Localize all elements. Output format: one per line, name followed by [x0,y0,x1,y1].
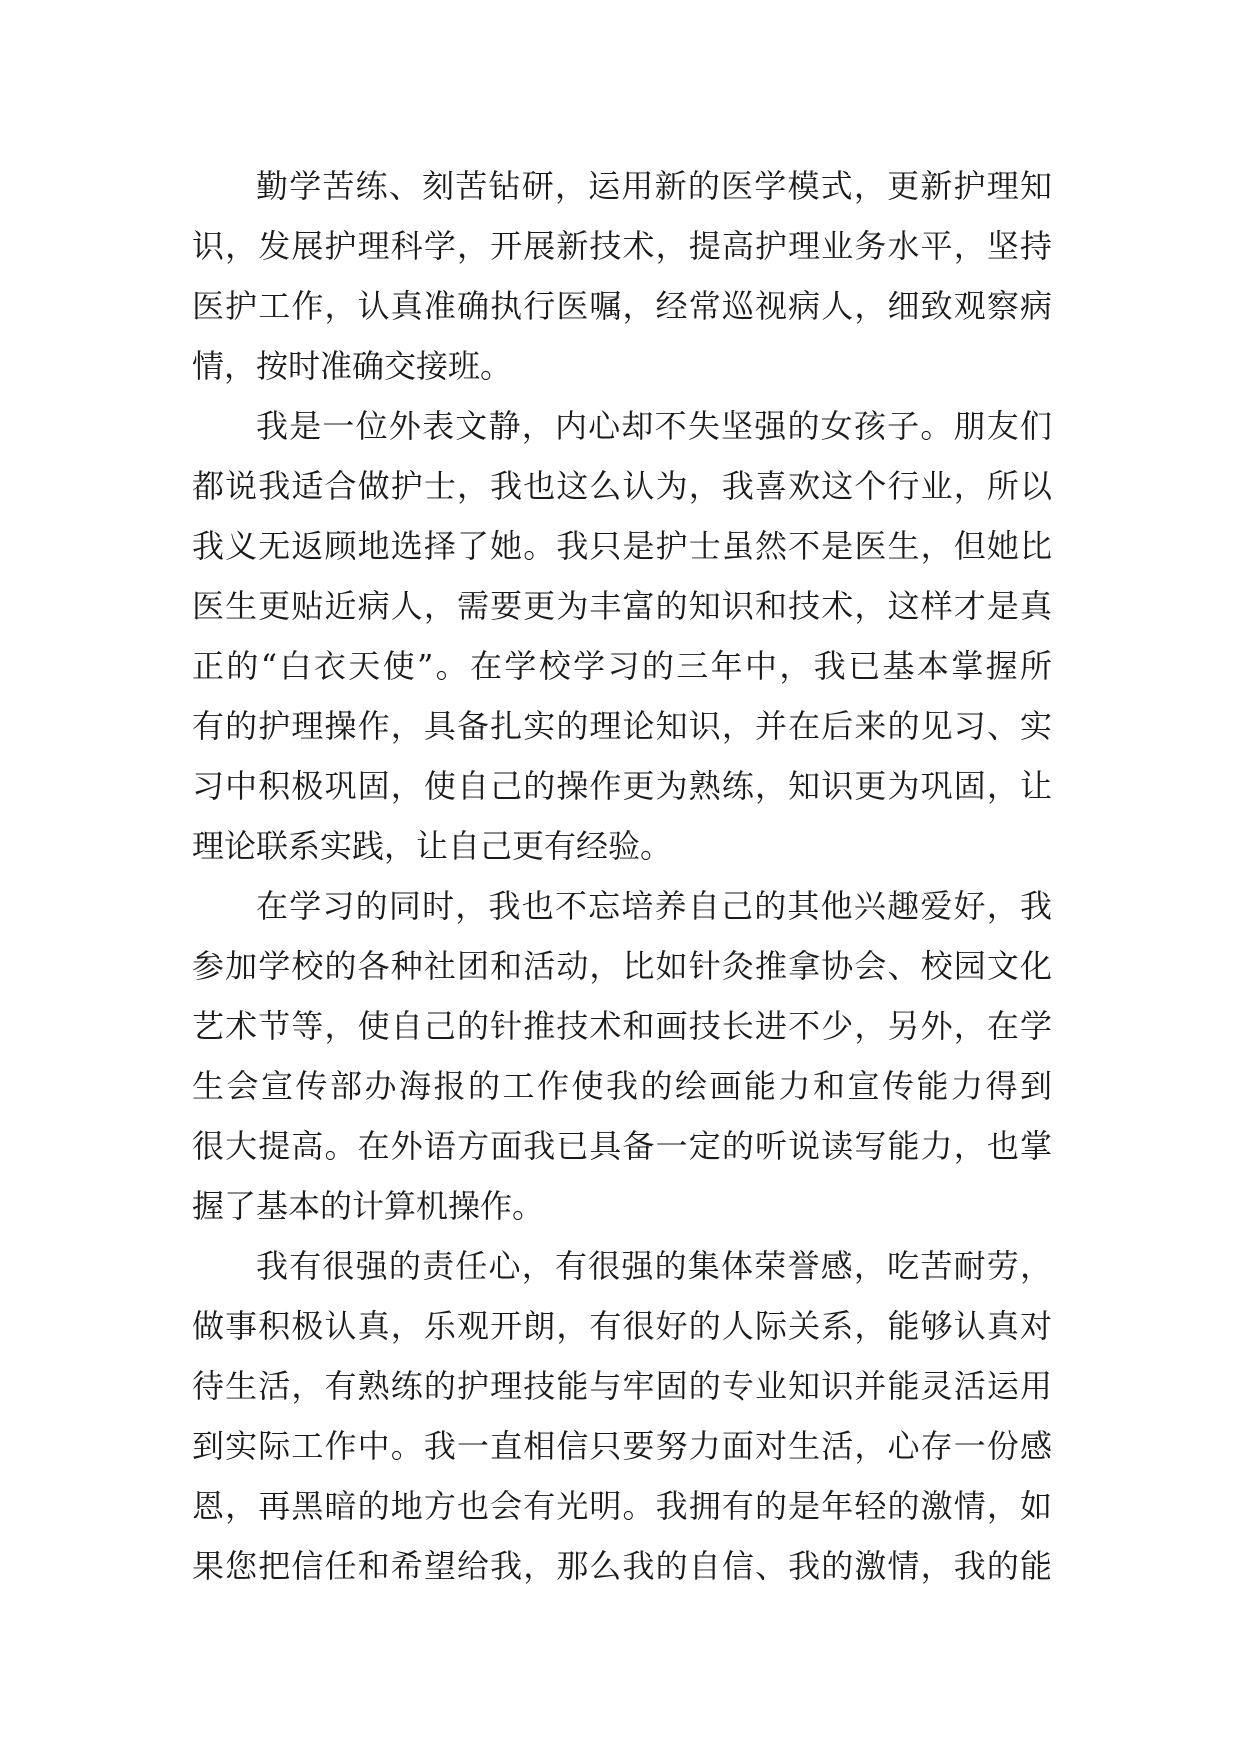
text-line: 果您把信任和希望给我，那么我的自信、我的激情，我的能 [192,1547,1052,1585]
text-line: 参加学校的各种社团和活动，比如针灸推拿协会、校园文化 [192,947,1052,985]
text-line: 握了基本的计算机操作。 [192,1187,545,1225]
paragraph [192,156,1052,396]
text-line: 识，发展护理科学，开展新技术，提高护理业务水平，坚持 [192,227,1052,265]
text-line: 理论联系实践，让自己更有经验。 [192,827,673,865]
text-line: 勤学苦练、刻苦钻研，运用新的医学模式，更新护理知 [256,167,1052,205]
text-line: 生会宣传部办海报的工作使我的绘画能力和宣传能力得到 [192,1067,1052,1105]
paragraph [192,876,1052,1236]
text-line: 有的护理操作，具备扎实的理论知识，并在后来的见习、实 [192,707,1052,745]
text-line: 待生活，有熟练的护理技能与牢固的专业知识并能灵活运用 [192,1367,1052,1405]
text-line: 习中积极巩固，使自己的操作更为熟练，知识更为巩固，让 [192,767,1052,805]
text-line: 我是一位外表文静，内心却不失坚强的女孩子。朋友们 [256,407,1052,445]
text-line: 很大提高。在外语方面我已具备一定的听说读写能力，也掌 [192,1127,1052,1165]
text-line: 医护工作，认真准确执行医嘱，经常巡视病人，细致观察病 [192,287,1052,325]
document-body [192,156,1052,1596]
text-line: 艺术节等，使自己的针推技术和画技长进不少，另外，在学 [192,1007,1052,1045]
text-line: 在学习的同时，我也不忘培养自己的其他兴趣爱好，我 [256,887,1052,925]
text-line: 我有很强的责任心，有很强的集体荣誉感，吃苦耐劳， [256,1247,1052,1285]
text-line: 正的“白衣天使”。在学校学习的三年中，我已基本掌握所 [192,647,1052,685]
text-line: 医生更贴近病人，需要更为丰富的知识和技术，这样才是真 [192,587,1052,625]
text-line: 恩，再黑暗的地方也会有光明。我拥有的是年轻的激情，如 [192,1487,1052,1525]
text-line: 都说我适合做护士，我也这么认为，我喜欢这个行业，所以 [192,467,1052,505]
text-line: 到实际工作中。我一直相信只要努力面对生活，心存一份感 [192,1427,1052,1465]
paragraph [192,1236,1052,1596]
paragraph [192,396,1052,876]
text-line: 做事积极认真，乐观开朗，有很好的人际关系，能够认真对 [192,1307,1052,1345]
text-line: 我义无返顾地选择了她。我只是护士虽然不是医生，但她比 [192,527,1052,565]
text-line: 情，按时准确交接班。 [192,347,513,385]
